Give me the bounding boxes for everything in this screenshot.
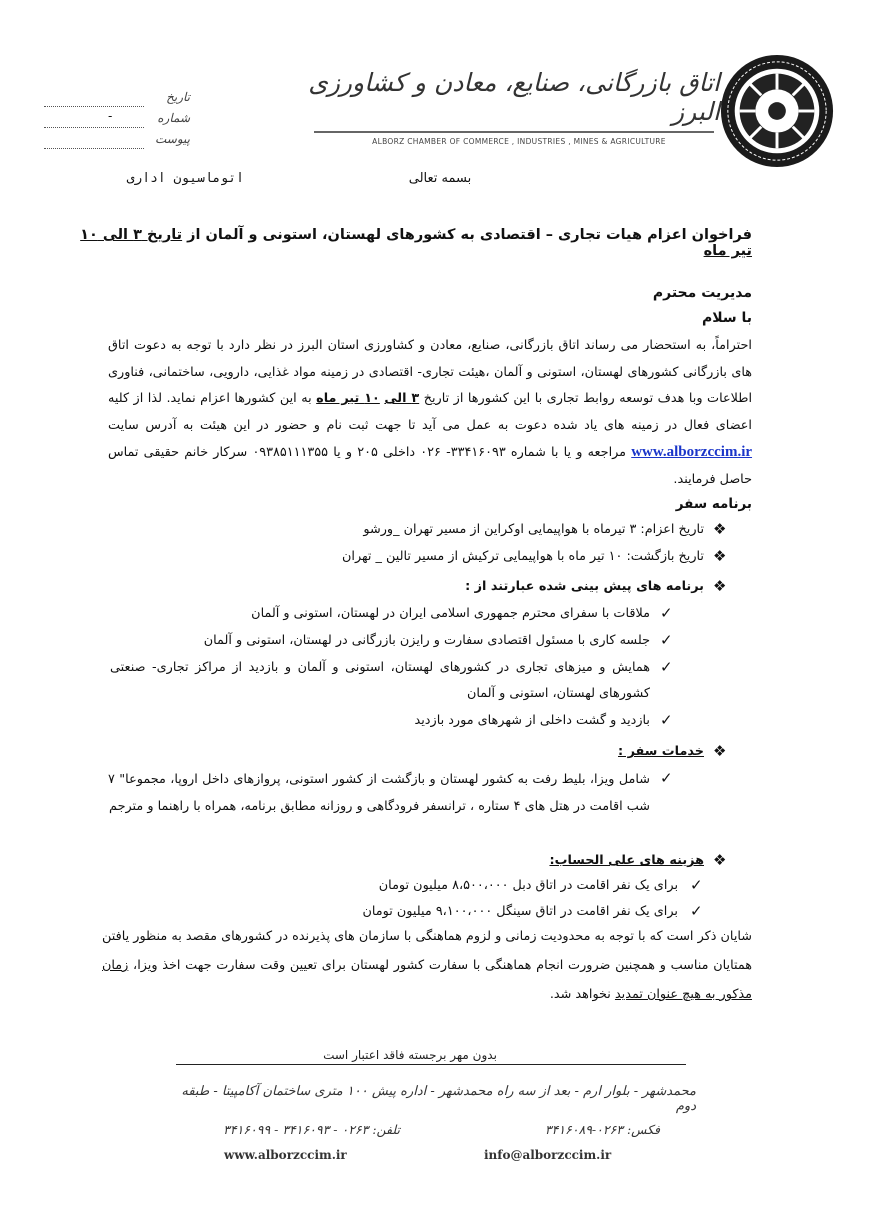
footer-divider (176, 1064, 686, 1065)
check-bullet-icon: ✓ (660, 711, 673, 729)
chamber-seal-logo (718, 52, 836, 170)
meta-date-label: تاریخ (166, 90, 190, 104)
meta-date-blank (44, 92, 144, 107)
intro-text-1: احتراماً، به استحضار می رساند اتاق بازرگانی، صنایع، معادن و کشاورزی استان البرز در نظر دارد با توجه به دعوت اتاق های بازرگانی کشورهای لهستان، استونی و آلمان ،هیئت تجاری- اقتصادی در زمینه مواد غذایی، دارویی، ساختمانی، فناوری اطلاعات وبا هدف توسعه روابط تجاری با این کشورها از تاریخ (108, 338, 753, 406)
intro-text-2: به این کشورها اعزام نماید. لذا از کلیه اعضای فعال در زمینه های یاد شده دعوت به عمل می آید تا جهت ثبت نام و حضور در این هیئت به آدرس سایت (108, 391, 752, 433)
check-bullet-icon: ✓ (660, 604, 673, 622)
intro-text-3: مراجعه و یا با شماره ۳۳۴۱۶۰۹۳- ۰۲۶ داخلی ۲۰۵ و یا ۰۹۳۸۵۱۱۱۳۵۵ سرکار خانم حقیقی تماس حاصل فرمایند. (108, 445, 752, 487)
meta-attachment-label: پیوست (155, 132, 190, 146)
meta-number-row (44, 109, 194, 131)
planned-item: جلسه کاری با مسئول اقتصادی سفارت و رایزن بازرگانی در لهستان، استونی و آلمان (203, 633, 650, 648)
footer-website[interactable]: www.alborzccim.ir (224, 1148, 347, 1162)
cost-item: برای یک نفر اقامت در اتاق دبل ۸،۵۰۰،۰۰۰ میلیون تومان (378, 878, 678, 893)
cost-item: برای یک نفر اقامت در اتاق سینگل ۹،۱۰۰،۰۰۰ میلیون تومان (362, 904, 678, 919)
check-bullet-icon: ✓ (660, 658, 673, 676)
addressee: مدیریت محترم (652, 285, 752, 301)
check-bullet-icon: ✓ (690, 876, 703, 894)
return-line: تاریخ بازگشت: ۱۰ تیر ماه با هواپیمایی ترکیش از مسیر تالین _ تهران (342, 549, 704, 564)
office-automation-label: اتوماسیون اداری (126, 171, 244, 186)
planned-item: ملاقات با سفرای محترم جمهوری اسلامی ایران در لهستان، استونی و آلمان (251, 606, 650, 621)
services-heading: خدمات سفر : (618, 744, 704, 759)
planned-item: بازدید و گشت داخلی از شهرهای مورد بازدید (414, 713, 650, 728)
org-name-persian: اتاق بازرگانی، صنایع، معادن و کشاورزی البرز (308, 68, 720, 126)
footer-address: محمدشهر - بلوار ارم - بعد از سه راه محمدشهر - اداره پیش ۱۰۰ متری ساختمان آکامپیتا - طبقه دوم (181, 1084, 696, 1114)
closing-underlined: زمان مذکور به هیچ عنوان تمدید (102, 958, 752, 1002)
meta-attachment-blank (44, 134, 144, 149)
planned-item: همایش و میزهای تجاری در کشورهای لهستان، استونی و آلمان و بازدید از مراکز تجاری- صنعتی کشورهای لهستان، استونی و آلمان (110, 660, 650, 701)
basmala: بسمه تعالی (408, 171, 472, 186)
planned-heading: برنامه های پیش بینی شده عبارتند از : (465, 579, 704, 594)
diamond-bullet-icon: ❖ (713, 520, 727, 538)
diamond-bullet-icon: ❖ (713, 851, 727, 869)
letterhead-divider (314, 131, 714, 133)
footer-fax: فکس: ۰۲۶۳-۳۴۱۶۰۸۹ (544, 1122, 660, 1137)
departure-line: تاریخ اعزام: ۳ تیرماه با هواپیمایی اوکراین از مسیر تهران _ورشو (363, 522, 704, 537)
meta-number-label: شماره (157, 111, 190, 125)
diamond-bullet-icon: ❖ (713, 742, 727, 760)
diamond-bullet-icon: ❖ (713, 547, 727, 565)
meta-date-row (44, 92, 194, 110)
page-title (80, 227, 752, 259)
diamond-bullet-icon: ❖ (713, 577, 727, 595)
greeting: با سلام (701, 310, 752, 326)
no-seal-notice: بدون مهر برجسته فاقد اعتبار است (323, 1048, 497, 1062)
website-link[interactable]: www.alborzccim.ir (631, 444, 753, 460)
intro-date-highlight-1: ۳ الی (384, 391, 420, 406)
closing-end: نخواهد شد. (549, 987, 615, 1002)
services-item: شامل ویزا، بلیط رفت به کشور لهستان و بازگشت از کشور استونی، پروازهای داخل اروپا، مجموعا" ۷ شب اقامت در هتل های ۴ ستاره ، ترانسفر فرودگاهی و روزانه مطابق برنامه، همراه با راهنما و مترجم (108, 772, 650, 814)
costs-heading: هزینه های علی الحساب: (549, 853, 704, 868)
check-bullet-icon: ✓ (660, 769, 673, 787)
intro-paragraph (108, 333, 752, 493)
closing-paragraph (102, 922, 752, 1009)
meta-attachment-row (44, 134, 194, 152)
footer-phone: تلفن: ۰۲۶۳ - ۳۴۱۶۰۹۳ - ۳۴۱۶۰۹۹ (223, 1122, 400, 1137)
closing-text: شایان ذکر است که با توجه به محدودیت زمانی و لزوم هماهنگی با سازمان های پذیرنده در کشورهای مقصد به منظور یافتن همتایان مناسب و همچنین ضرورت انجام هماهنگی با سفارت کشور لهستان برای تعیین وقت سفارت جهت اخذ ویزا، (102, 929, 752, 973)
program-heading: برنامه سفر (675, 496, 752, 512)
title-text: فراخوان اعزام هیات تجاری – اقتصادی به کشورهای لهستان، استونی و آلمان از (187, 227, 752, 243)
footer-email[interactable]: info@alborzccim.ir (484, 1148, 612, 1162)
meta-number-value: - (108, 109, 113, 123)
check-bullet-icon: ✓ (690, 902, 703, 920)
check-bullet-icon: ✓ (660, 631, 673, 649)
title-date-range: تاریخ ۳ الی ۱۰ تیر ماه (80, 227, 752, 259)
meta-number-blank (44, 113, 144, 128)
intro-date-highlight-2: ۱۰ تیر ماه (316, 391, 380, 406)
org-name-english: ALBORZ CHAMBER OF COMMERCE , INDUSTRIES , MINES & AGRICULTURE (372, 137, 666, 146)
